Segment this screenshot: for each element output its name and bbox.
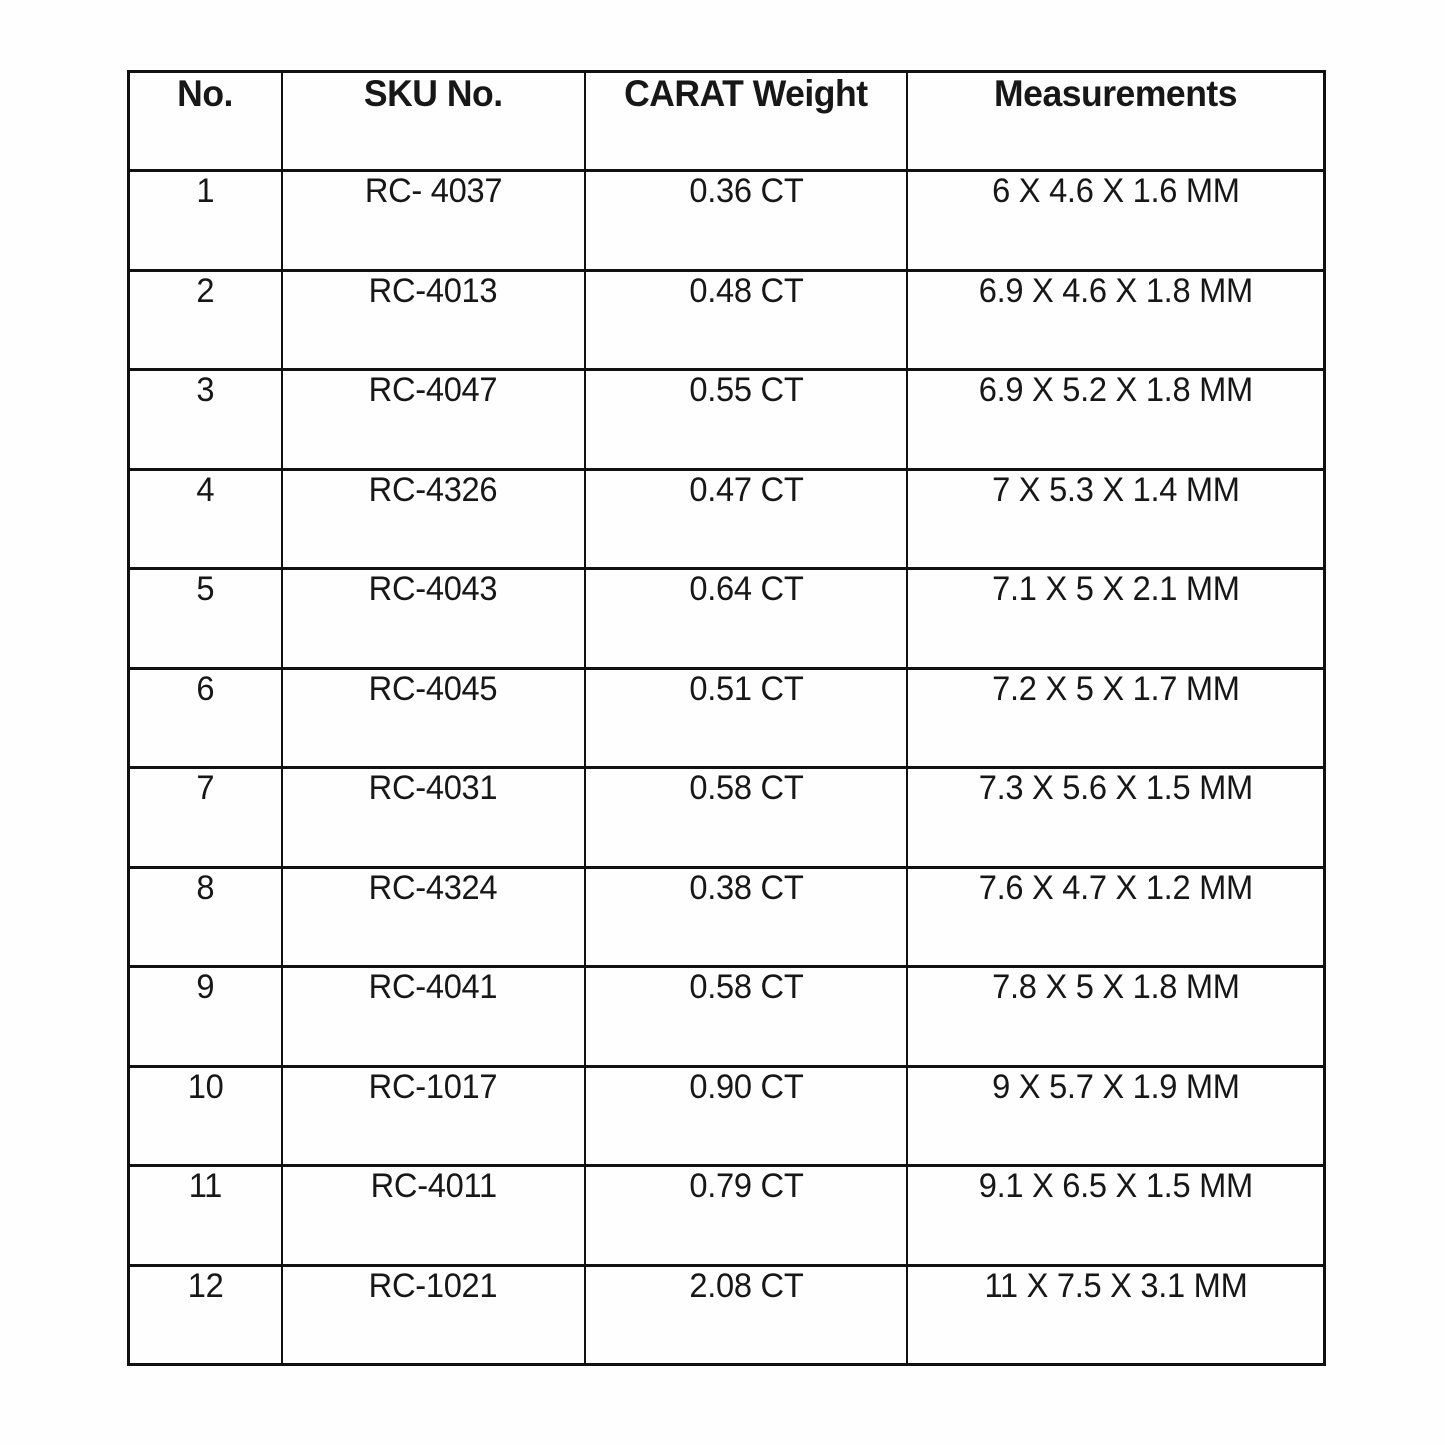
cell-measurements-value: 6.9 X 5.2 X 1.8 MM <box>978 371 1253 409</box>
column-header-measurements-label: Measurements <box>994 73 1238 114</box>
table-row <box>129 270 1325 370</box>
cell-carat-value: 0.58 CT <box>689 769 804 807</box>
cell-sku-value: RC-4011 <box>370 1167 497 1205</box>
cell-no-value: 4 <box>196 470 215 509</box>
cell-carat-value: 0.51 CT <box>689 669 804 708</box>
cell-measurements-value: 6 X 4.6 X 1.6 MM <box>991 172 1240 210</box>
cell-measurements <box>907 1265 1324 1365</box>
cell-no <box>129 867 282 967</box>
cell-measurements <box>907 867 1324 967</box>
cell-no-value: 10 <box>187 1067 224 1106</box>
cell-sku-value: RC-4041 <box>369 968 498 1006</box>
cell-measurements-value: 7.6 X 4.7 X 1.2 MM <box>978 868 1253 907</box>
cell-sku-value: RC-4047 <box>369 371 498 409</box>
table-row <box>129 668 1325 768</box>
cell-measurements <box>907 270 1324 370</box>
cell-carat <box>585 1066 907 1166</box>
cell-measurements-value: 7.2 X 5 X 1.7 MM <box>991 669 1240 708</box>
cell-measurements-value: 7.8 X 5 X 1.8 MM <box>991 968 1240 1006</box>
cell-carat <box>585 967 907 1067</box>
cell-no-value: 11 <box>188 1167 222 1205</box>
cell-measurements <box>907 171 1324 271</box>
cell-carat <box>585 270 907 370</box>
cell-measurements <box>907 967 1324 1067</box>
cell-sku-value: RC- 4037 <box>364 172 503 210</box>
cell-carat-value: 0.38 CT <box>689 868 804 907</box>
cell-carat-value: 2.08 CT <box>689 1266 804 1305</box>
cell-carat <box>585 469 907 569</box>
cell-sku-value: RC-1021 <box>369 1266 498 1305</box>
table-row <box>129 370 1325 470</box>
cell-measurements <box>907 569 1324 669</box>
cell-sku-value: RC-4031 <box>369 769 498 807</box>
header-row <box>129 72 1325 171</box>
cell-sku-value: RC-4043 <box>369 570 498 608</box>
column-header-measurements <box>907 72 1324 171</box>
table-row <box>129 569 1325 669</box>
table-row <box>129 171 1325 271</box>
cell-carat <box>585 668 907 768</box>
cell-carat <box>585 768 907 868</box>
cell-sku <box>282 967 586 1067</box>
cell-carat-value: 0.64 CT <box>689 570 804 608</box>
cell-no-value: 3 <box>196 371 215 409</box>
cell-carat-value: 0.90 CT <box>689 1067 804 1106</box>
cell-measurements <box>907 469 1324 569</box>
cell-no <box>129 967 282 1067</box>
table-row <box>129 1265 1325 1365</box>
cell-measurements-value: 7.1 X 5 X 2.1 MM <box>991 570 1240 608</box>
cell-sku-value: RC-1017 <box>369 1067 498 1106</box>
cell-no-value: 2 <box>196 271 215 310</box>
cell-carat-value: 0.48 CT <box>689 271 804 310</box>
cell-no-value: 5 <box>196 570 215 608</box>
cell-carat-value: 0.58 CT <box>689 968 804 1006</box>
column-header-sku <box>282 72 586 171</box>
cell-measurements-value: 6.9 X 4.6 X 1.8 MM <box>978 271 1253 310</box>
cell-carat <box>585 867 907 967</box>
gemstone-spec-table <box>127 70 1326 1366</box>
cell-sku <box>282 270 586 370</box>
cell-measurements-value: 7 X 5.3 X 1.4 MM <box>991 470 1240 509</box>
cell-no <box>129 171 282 271</box>
cell-no <box>129 768 282 868</box>
cell-measurements <box>907 1166 1324 1266</box>
table-row <box>129 768 1325 868</box>
cell-sku <box>282 171 586 271</box>
column-header-no-label: No. <box>177 73 234 114</box>
cell-no-value: 9 <box>196 968 215 1006</box>
cell-no <box>129 1265 282 1365</box>
cell-sku <box>282 1166 586 1266</box>
cell-no <box>129 469 282 569</box>
cell-sku <box>282 668 586 768</box>
cell-measurements <box>907 370 1324 470</box>
cell-sku <box>282 1265 586 1365</box>
cell-no <box>129 370 282 470</box>
cell-sku-value: RC-4324 <box>369 868 498 907</box>
cell-no <box>129 1166 282 1266</box>
cell-no <box>129 270 282 370</box>
cell-sku <box>282 1066 586 1166</box>
table-row <box>129 867 1325 967</box>
cell-sku <box>282 370 586 470</box>
cell-measurements <box>907 768 1324 868</box>
cell-carat <box>585 1166 907 1266</box>
table-row <box>129 967 1325 1067</box>
cell-measurements-value: 11 X 7.5 X 3.1 MM <box>984 1266 1248 1305</box>
table-row <box>129 1166 1325 1266</box>
table-row <box>129 469 1325 569</box>
cell-measurements <box>907 668 1324 768</box>
table-row <box>129 1066 1325 1166</box>
cell-sku <box>282 569 586 669</box>
cell-no-value: 12 <box>187 1266 224 1305</box>
cell-carat-value: 0.79 CT <box>689 1167 804 1205</box>
cell-carat <box>585 370 907 470</box>
cell-measurements-value: 7.3 X 5.6 X 1.5 MM <box>978 769 1253 807</box>
column-header-no <box>129 72 282 171</box>
cell-carat <box>585 171 907 271</box>
cell-sku-value: RC-4045 <box>369 669 498 708</box>
cell-carat-value: 0.55 CT <box>689 371 804 409</box>
cell-no-value: 6 <box>196 669 215 708</box>
cell-carat-value: 0.47 CT <box>689 470 804 509</box>
cell-sku-value: RC-4326 <box>369 470 498 509</box>
column-header-carat <box>585 72 907 171</box>
cell-sku <box>282 469 586 569</box>
cell-no <box>129 1066 282 1166</box>
cell-measurements-value: 9.1 X 6.5 X 1.5 MM <box>978 1167 1253 1205</box>
cell-no-value: 1 <box>196 172 215 210</box>
cell-no-value: 8 <box>196 868 215 907</box>
cell-measurements-value: 9 X 5.7 X 1.9 MM <box>991 1067 1240 1106</box>
cell-carat-value: 0.36 CT <box>689 172 804 210</box>
cell-carat <box>585 1265 907 1365</box>
column-header-carat-label: CARAT Weight <box>624 73 868 114</box>
column-header-sku-label: SKU No. <box>364 73 503 114</box>
cell-sku <box>282 768 586 868</box>
cell-no <box>129 569 282 669</box>
cell-no-value: 7 <box>196 769 215 807</box>
cell-sku <box>282 867 586 967</box>
cell-no <box>129 668 282 768</box>
cell-carat <box>585 569 907 669</box>
cell-sku-value: RC-4013 <box>369 271 498 310</box>
cell-measurements <box>907 1066 1324 1166</box>
